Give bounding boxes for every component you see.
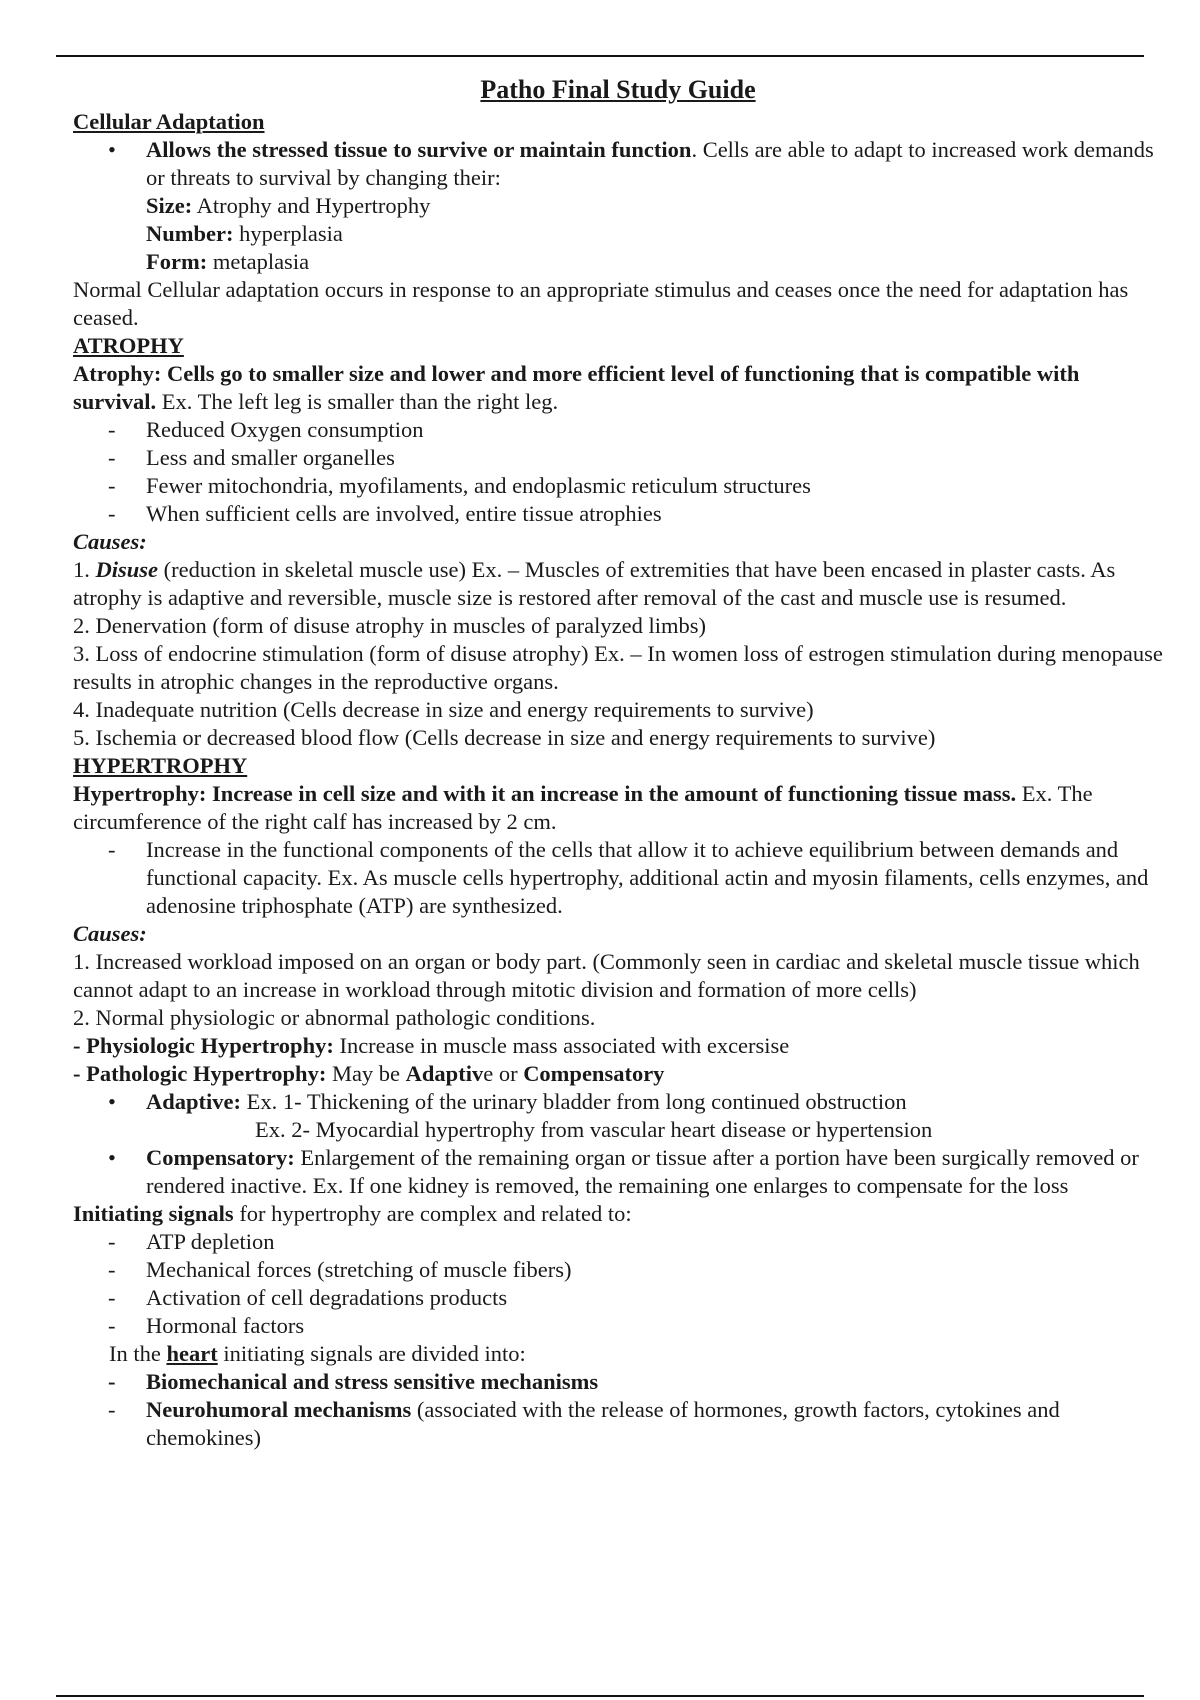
heading-cellular-adaptation: Cellular Adaptation [73,109,265,134]
list-item [73,836,1163,920]
list-item [73,136,1163,192]
form-label: Form: [146,249,208,274]
list-item-text: Less and smaller organelles [146,445,395,470]
number-text: hyperplasia [233,221,343,246]
adaptive-example-1: Ex. 1- Thickening of the urinary bladder from long continued obstruction [241,1089,907,1114]
initiating-signals-text: for hypertrophy are complex and related to: [233,1201,632,1226]
list-item [73,1144,1163,1200]
cellular-bullet-text: . Cells are able to adapt to increased work demands or threats to survival by changing their: [146,137,1154,190]
atrophy-cause-3: 3. Loss of endocrine stimulation (form of disuse atrophy) Ex. – In women loss of estrogen stimulation during menopause results in atrophic changes in the reproductive organs. [73,641,1163,694]
hypertrophy-definition-example: Ex. The circumference of the right calf has increased by 2 cm. [73,781,1093,834]
list-item-text: Fewer mitochondria, myofilaments, and endoplasmic reticulum structures [146,473,811,498]
dash-marker: - [108,1397,116,1422]
list-item [73,1088,1163,1116]
list-item [73,472,1163,500]
list-item-text: Mechanical forces (stretching of muscle fibers) [146,1257,572,1282]
heading-atrophy: ATROPHY [73,333,184,358]
size-line [73,192,1163,220]
cause-number: 1. [73,557,96,582]
list-item-text: Increase in the functional components of the cells that allow it to achieve equilibrium between demands and functional capacity. Ex. As muscle cells hypertrophy, additional actin and myosin filaments, cells enzymes, and adenosine triphosphate (ATP) are synthesized. [146,837,1149,918]
heart-keyword: heart [166,1341,218,1366]
atrophy-cause-5: 5. Ischemia or decreased blood flow (Cells decrease in size and energy requirements to survive) [73,725,936,750]
bullet-marker: • [108,137,116,162]
compensatory-label: Compensatory: [146,1145,295,1170]
cellular-bullet-bold: Allows the stressed tissue to survive or maintain function [146,137,692,162]
list-item-text: Hormonal factors [146,1313,305,1338]
number-label: Number: [146,221,234,246]
dash-marker: - [108,445,116,470]
page-title: Patho Final Study Guide [480,75,756,104]
hypertrophy-feature-list [73,836,1163,920]
heart-signals-line [73,1340,1163,1368]
hypertrophy-causes-label: Causes: [73,921,147,946]
list-item [73,416,1163,444]
adaptive-example-2: Ex. 2- Myocardial hypertrophy from vascular heart disease or hypertension [255,1117,933,1142]
pathologic-compensatory-bold: Compensatory [523,1061,665,1086]
physiologic-text: Increase in muscle mass associated with excersise [333,1033,790,1058]
pathologic-text: May be [326,1061,406,1086]
dash-marker: - [108,1257,116,1282]
pathologic-bullet-list [73,1088,1163,1116]
normal-adaptation-paragraph: Normal Cellular adaptation occurs in response to an appropriate stimulus and ceases once the need for adaptation has ceased. [73,277,1129,330]
compensatory-bullet-list [73,1144,1163,1200]
dash-marker: - [108,417,116,442]
list-item-text: ATP depletion [146,1229,275,1254]
physiologic-hypertrophy-line [73,1032,1163,1060]
list-item-text: Reduced Oxygen consumption [146,417,424,442]
dash-marker: - [108,1313,116,1338]
form-line [73,248,1163,276]
hypertrophy-cause-2: 2. Normal physiologic or abnormal pathologic conditions. [73,1005,596,1030]
neurohumoral-mechanisms: Neurohumoral mechanisms [146,1397,412,1422]
atrophy-cause-4: 4. Inadequate nutrition (Cells decrease in size and energy requirements to survive) [73,697,814,722]
dash-marker: - [108,1285,116,1310]
hypertrophy-cause-1: 1. Increased workload imposed on an organ or body part. (Commonly seen in cardiac and skeletal muscle tissue which cannot adapt to an increase in workload through mitotic division and formation of more cells) [73,949,1140,1002]
cause-text: (reduction in skeletal muscle use) Ex. – Muscles of extremities that have been encased in plaster casts. As atrophy is adaptive and reversible, muscle size is restored after removal of the cast and muscle use is resumed. [73,557,1116,610]
pathologic-label: - Pathologic Hypertrophy: [73,1061,327,1086]
cellular-bullet-list [73,136,1163,192]
neurohumoral-text: (associated with the release of hormones, growth factors, cytokines and chemokines) [146,1397,1060,1450]
list-item [73,1312,1163,1340]
pathologic-hypertrophy-line [73,1060,1163,1088]
adaptive-label: Adaptive: [146,1089,241,1114]
hypertrophy-definition [73,780,1163,836]
bottom-rule [56,1695,1144,1697]
atrophy-cause-2: 2. Denervation (form of disuse atrophy in muscles of paralyzed limbs) [73,613,706,638]
heart-post-text: initiating signals are divided into: [217,1341,526,1366]
list-item [73,444,1163,472]
heart-mechanisms-list [73,1368,1163,1452]
document-body [73,72,1163,1452]
atrophy-definition-bold: Atrophy: Cells go to smaller size and lower and more efficient level of functioning that is compatible with survival. [73,361,1080,414]
atrophy-feature-list [73,416,1163,528]
pathologic-adaptive-bold: Adaptiv [405,1061,484,1086]
atrophy-cause-1 [73,556,1163,612]
initiating-signals-line [73,1200,1163,1228]
list-item [73,1256,1163,1284]
initiating-signals-bold: Initiating signals [73,1201,234,1226]
biomechanical-mechanisms: Biomechanical and stress sensitive mechanisms [146,1369,599,1394]
signals-list [73,1228,1163,1340]
list-item [73,1228,1163,1256]
heading-hypertrophy: HYPERTROPHY [73,753,248,778]
dash-marker: - [108,473,116,498]
atrophy-definition [73,360,1163,416]
size-label: Size: [146,193,193,218]
atrophy-causes-label: Causes: [73,529,147,554]
list-item [73,1396,1163,1452]
bullet-marker: • [108,1145,116,1170]
dash-marker: - [108,1229,116,1254]
list-item-text: Activation of cell degradations products [146,1285,508,1310]
size-text: Atrophy and Hypertrophy [192,193,431,218]
number-line [73,220,1163,248]
dash-marker: - [108,1369,116,1394]
hypertrophy-definition-bold: Hypertrophy: Increase in cell size and with it an increase in the amount of functioning tissue mass. [73,781,1017,806]
list-item [73,1368,1163,1396]
list-item [73,500,1163,528]
list-item [73,1284,1163,1312]
heart-pre-text: In the [109,1341,167,1366]
top-rule [56,55,1144,57]
pathologic-or-text: e or [483,1061,524,1086]
atrophy-definition-example: Ex. The left leg is smaller than the right leg. [156,389,559,414]
physiologic-label: - Physiologic Hypertrophy: [73,1033,334,1058]
cause-keyword: Disuse [95,557,159,582]
list-item-text: When sufficient cells are involved, entire tissue atrophies [146,501,662,526]
dash-marker: - [108,837,116,862]
dash-marker: - [108,501,116,526]
form-text: metaplasia [207,249,310,274]
bullet-marker: • [108,1089,116,1114]
compensatory-text: Enlargement of the remaining organ or tissue after a portion have been surgically removed or rendered inactive. Ex. If one kidney is removed, the remaining one enlarges to compensate for the loss [146,1145,1139,1198]
